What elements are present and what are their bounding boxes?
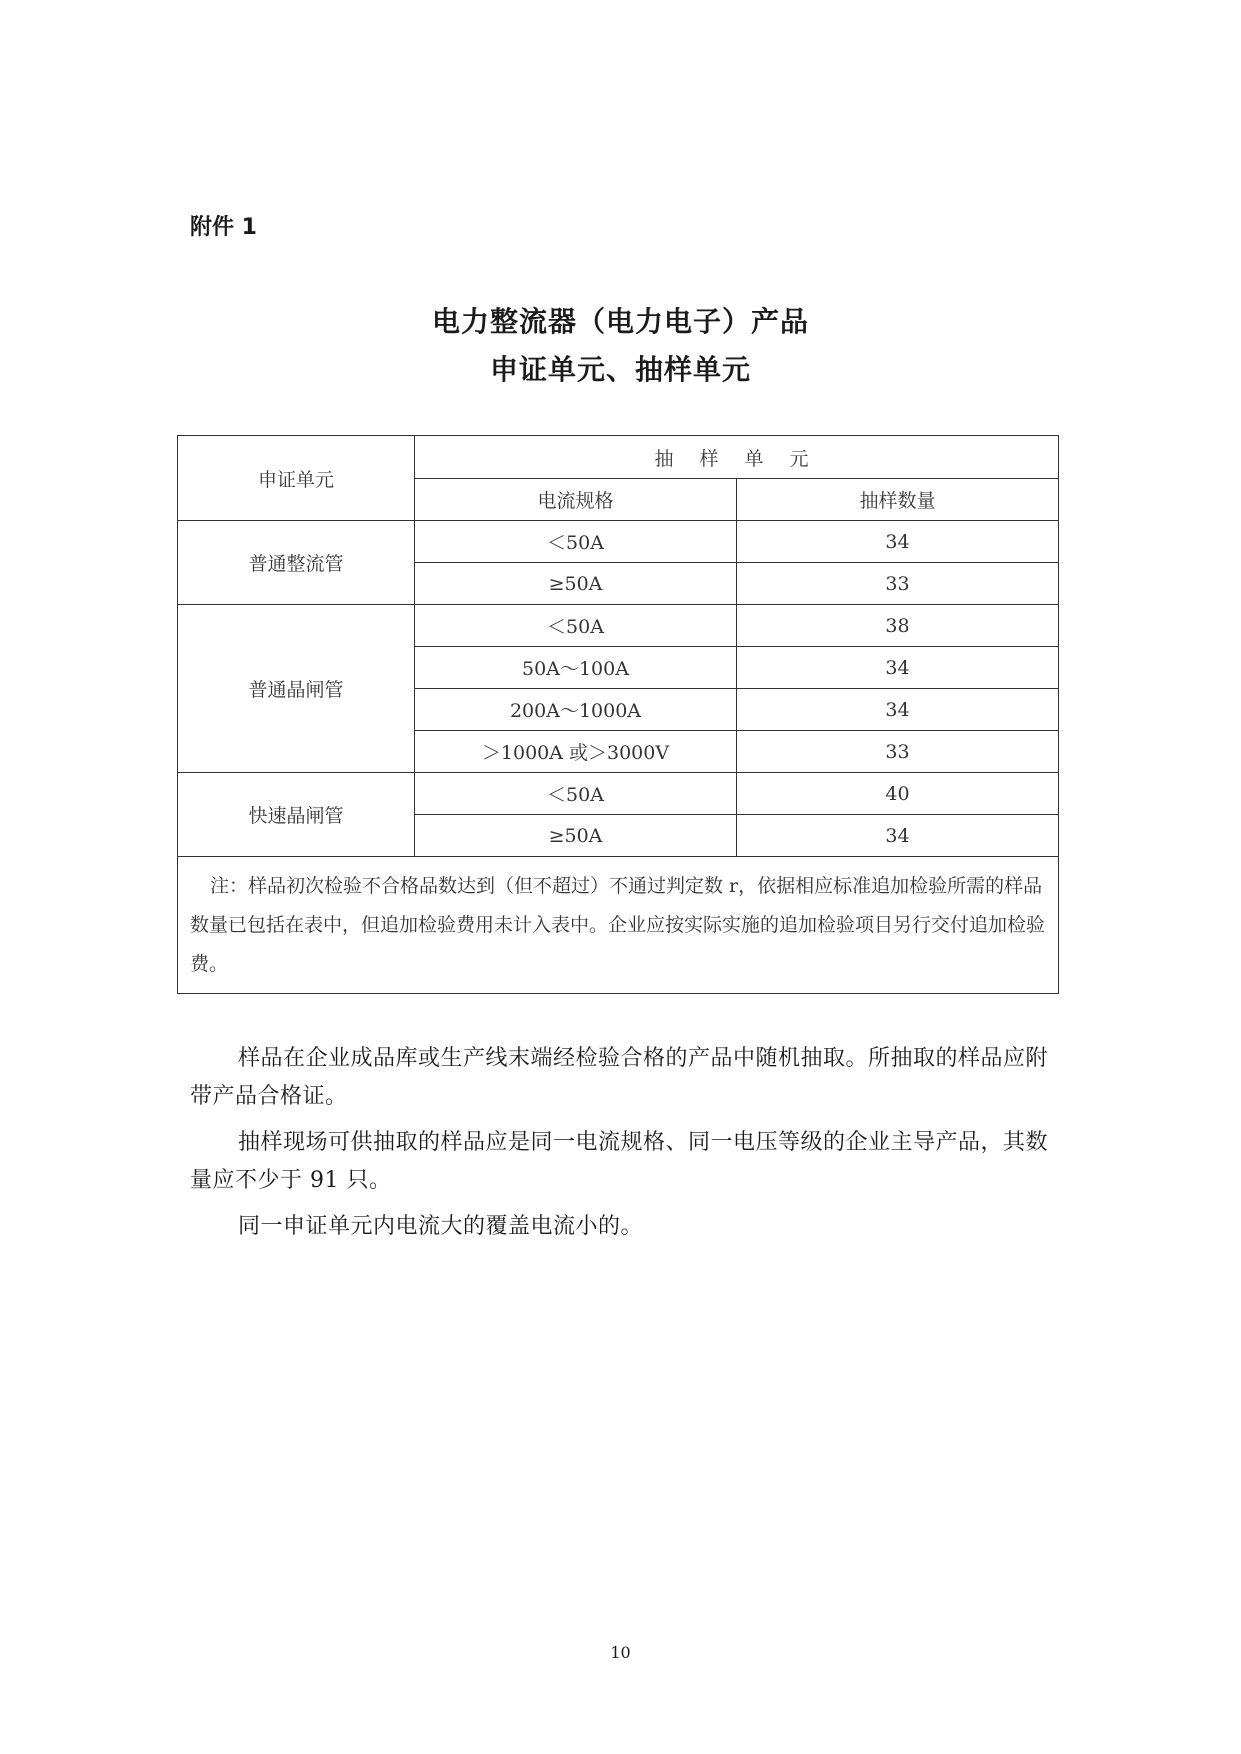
current-spec-cell: ＞1000A 或＞3000V — [415, 731, 737, 773]
table-row — [178, 773, 1059, 815]
current-spec-cell: ＜50A — [415, 605, 737, 647]
table-header-row — [178, 436, 1059, 479]
sampling-unit-table — [177, 435, 1059, 994]
page-number: 10 — [610, 1643, 631, 1662]
sample-qty-cell: 34 — [737, 647, 1059, 689]
table-row — [178, 521, 1059, 563]
body-paragraph: 样品在企业成品库或生产线末端经检验合格的产品中随机抽取。所抽取的样品应附带产品合格证。 — [190, 1046, 1049, 1109]
document-subtitle: 申证单元、抽样单元 — [489, 353, 751, 386]
attachment-label: 附件 1 — [190, 215, 257, 240]
current-spec-cell: ≥50A — [415, 563, 737, 605]
group-name: 快速晶闸管 — [178, 773, 415, 857]
group-name: 普通晶闸管 — [178, 605, 415, 773]
table-row — [178, 605, 1059, 647]
sample-qty-cell: 34 — [737, 689, 1059, 731]
current-spec-cell: ≥50A — [415, 815, 737, 857]
header-sampling-unit: 抽 样 单 元 — [415, 436, 1059, 479]
body-paragraph: 同一申证单元内电流大的覆盖电流小的。 — [238, 1214, 644, 1239]
current-spec-cell: ＜50A — [415, 773, 737, 815]
header-cert-unit: 申证单元 — [178, 436, 415, 521]
sample-qty-cell: 34 — [737, 815, 1059, 857]
table-note-row — [178, 857, 1059, 994]
sample-qty-cell: 33 — [737, 731, 1059, 773]
current-spec-cell: 200A～1000A — [415, 689, 737, 731]
document-title: 电力整流器（电力电子）产品 — [431, 305, 809, 338]
table-note: 注：样品初次检验不合格品数达到（但不超过）不通过判定数 r，依据相应标准追加检验所需的样品数量已包括在表中，但追加检验费用未计入表中。企业应按实际实施的追加检验项目另行交付追加检验费。 — [178, 857, 1059, 994]
sample-qty-cell: 38 — [737, 605, 1059, 647]
sample-qty-cell: 34 — [737, 521, 1059, 563]
body-paragraph: 抽样现场可供抽取的样品应是同一电流规格、同一电压等级的企业主导产品，其数量应不少于 91 只。 — [190, 1130, 1049, 1193]
group-name: 普通整流管 — [178, 521, 415, 605]
current-spec-cell: 50A～100A — [415, 647, 737, 689]
sample-qty-cell: 40 — [737, 773, 1059, 815]
header-sample-qty: 抽样数量 — [737, 479, 1059, 521]
header-current-spec: 电流规格 — [415, 479, 737, 521]
current-spec-cell: ＜50A — [415, 521, 737, 563]
sample-qty-cell: 33 — [737, 563, 1059, 605]
